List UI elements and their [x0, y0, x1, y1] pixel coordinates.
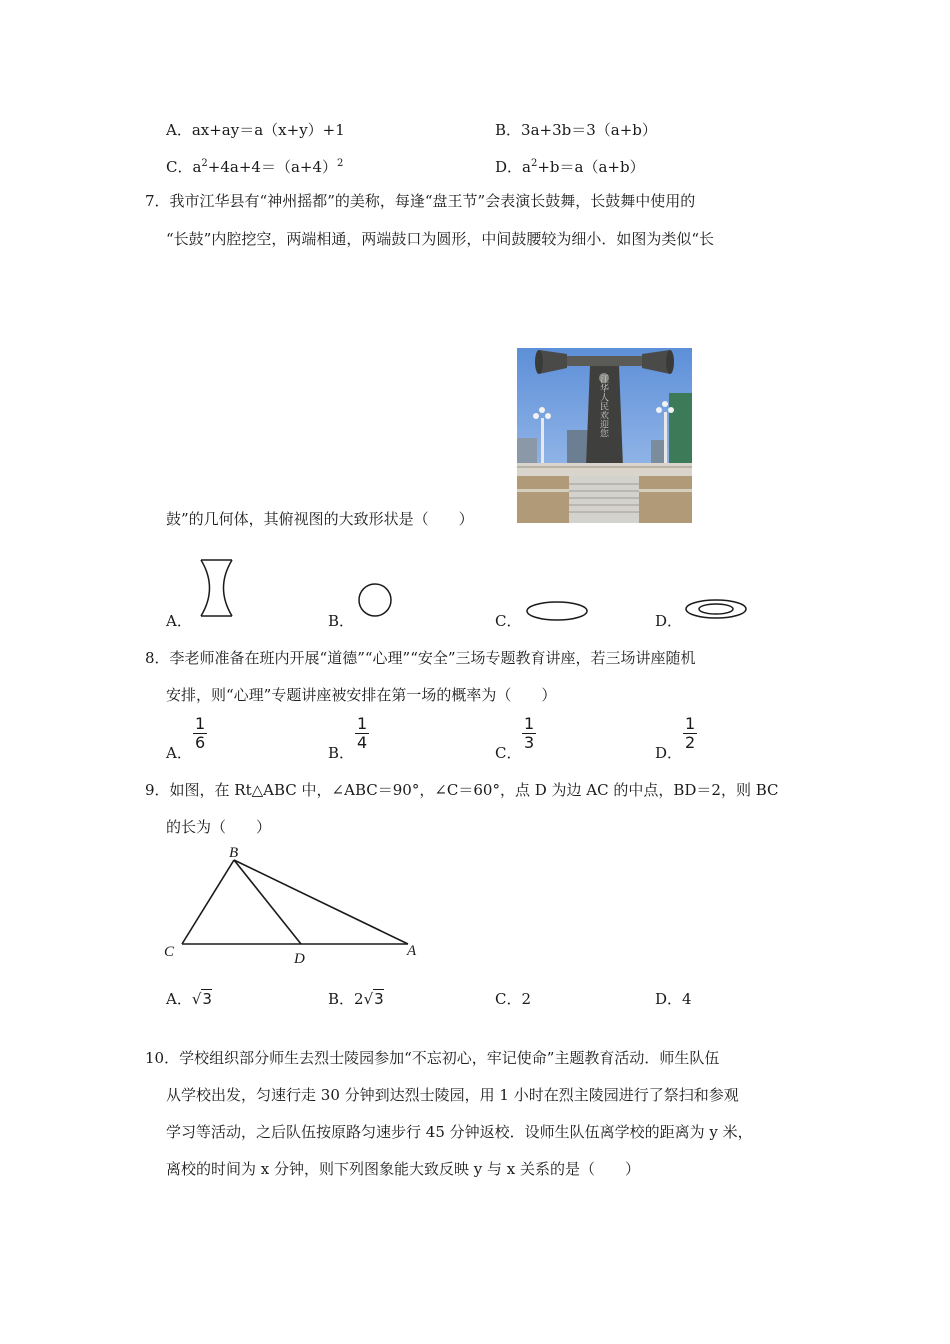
- q6-option-c-sup2: 2: [337, 158, 344, 169]
- q8-option-c-label: C．: [495, 744, 522, 762]
- q6-option-d-post: +b＝a（a+b）: [537, 158, 645, 176]
- q9-option-b-radicand: 3: [374, 990, 384, 1008]
- q9-option-d: D．4: [655, 990, 692, 1008]
- q9-option-b-label: B．2: [328, 990, 364, 1008]
- q8-option-d-label: D．: [655, 744, 683, 762]
- long-drum-monument-photo: [517, 348, 692, 523]
- q8-c-numerator: 1: [524, 714, 535, 733]
- q8-option-a-fraction: [193, 715, 207, 752]
- q7-option-d-label: D．: [655, 612, 683, 630]
- q10-line-2: 从学校出发，匀速行走 30 分钟到达烈士陵园，用 1 小时在烈主陵园进行了祭扫和参观: [166, 1086, 739, 1104]
- q8-option-c-fraction: [522, 715, 536, 752]
- q8-option-a-label: A．: [166, 744, 192, 762]
- q10-line-1: 10．学校组织部分师生去烈士陵园参加“不忘初心，牢记使命”主题教育活动．师生队伍: [145, 1049, 720, 1067]
- q8-line-1: 8．李老师准备在班内开展“道德”“心理”“安全”三场专题教育讲座，若三场讲座随机: [145, 649, 696, 667]
- q6-option-b: B．3a+3b＝3（a+b）: [495, 121, 657, 139]
- q6-option-c-post: +4a+4＝（a+4）: [207, 158, 338, 176]
- q9-line-1: 9．如图，在 Rt△ABC 中，∠ABC＝90°，∠C＝60°，点 D 为边 AC 的中点，BD＝2，则 BC: [145, 781, 779, 799]
- q7-option-a-label: A．: [166, 612, 192, 630]
- q6-option-c-pre: C．a: [166, 158, 202, 176]
- q9-option-b: [328, 988, 384, 1009]
- segment-ba: [234, 860, 408, 944]
- q6-option-d: [495, 156, 645, 177]
- vertex-label-b: B: [229, 845, 239, 861]
- q9-option-b-sqrt: √3: [363, 990, 384, 1008]
- q8-option-b-label: B．: [328, 744, 355, 762]
- q6-option-d-sup: 2: [530, 158, 538, 169]
- q8-c-denominator: 3: [524, 733, 535, 752]
- q8-d-numerator: 1: [685, 714, 696, 733]
- q9-option-a-sqrt: √3: [191, 990, 212, 1008]
- q6-option-a: A．ax+ay＝a（x+y）+1: [166, 121, 345, 139]
- point-label-d: D: [294, 951, 305, 967]
- q6-option-c: [166, 156, 343, 177]
- q6-option-c-sup1: 2: [201, 158, 208, 169]
- q8-a-numerator: 1: [195, 714, 206, 733]
- vertex-label-c: C: [164, 944, 175, 960]
- q7-line-3: 鼓”的几何体，其俯视图的大致形状是（ ）: [166, 510, 474, 528]
- q6-option-d-pre: D．a: [495, 158, 531, 176]
- hourglass-shape-option-a: [198, 558, 236, 620]
- q10-line-3: 学习等活动，之后队伍按原路匀速步行 45 分钟返校．设师生队伍离学校的距离为 y 米，: [166, 1123, 753, 1141]
- q8-a-denominator: 6: [195, 733, 206, 752]
- q7-option-c-label: C．: [495, 612, 522, 630]
- ellipse-shape-option-c: [524, 599, 590, 623]
- q9-line-2: 的长为（ ）: [166, 818, 272, 836]
- q9-option-c: C．2: [495, 990, 532, 1008]
- q8-b-denominator: 4: [357, 733, 368, 752]
- monument-inscription: 江华人民欢迎您: [599, 374, 609, 438]
- q8-option-d-fraction: [683, 715, 697, 752]
- q9-option-a-label: A．: [166, 990, 192, 1008]
- q8-line-2: 安排，则“心理”专题讲座被安排在第一场的概率为（ ）: [166, 686, 557, 704]
- circle-shape-option-b: [357, 582, 393, 618]
- q7-line-1: 7．我市江华县有“神州摇都”的美称，每逢“盘王节”会表演长鼓舞，长鼓舞中使用的: [145, 192, 696, 210]
- q7-line-2: “长鼓”内腔挖空，两端相通，两端鼓口为圆形，中间鼓腰较为细小．如图为类似“长: [166, 230, 715, 248]
- segment-bd: [234, 860, 301, 944]
- segment-cb: [182, 860, 234, 944]
- q9-option-a-radicand: 3: [202, 990, 212, 1008]
- q7-option-b-label: B．: [328, 612, 355, 630]
- q8-d-denominator: 2: [685, 733, 696, 752]
- q8-b-numerator: 1: [357, 714, 368, 733]
- q10-line-4: 离校的时间为 x 分钟，则下列图象能大致反映 y 与 x 关系的是（ ）: [166, 1160, 641, 1178]
- right-triangle-abc-figure: [160, 842, 425, 968]
- q8-option-b-fraction: [355, 715, 369, 752]
- vertex-label-a: A: [407, 943, 417, 959]
- q9-option-a: [166, 988, 212, 1009]
- concentric-ellipses-option-d: [683, 597, 749, 621]
